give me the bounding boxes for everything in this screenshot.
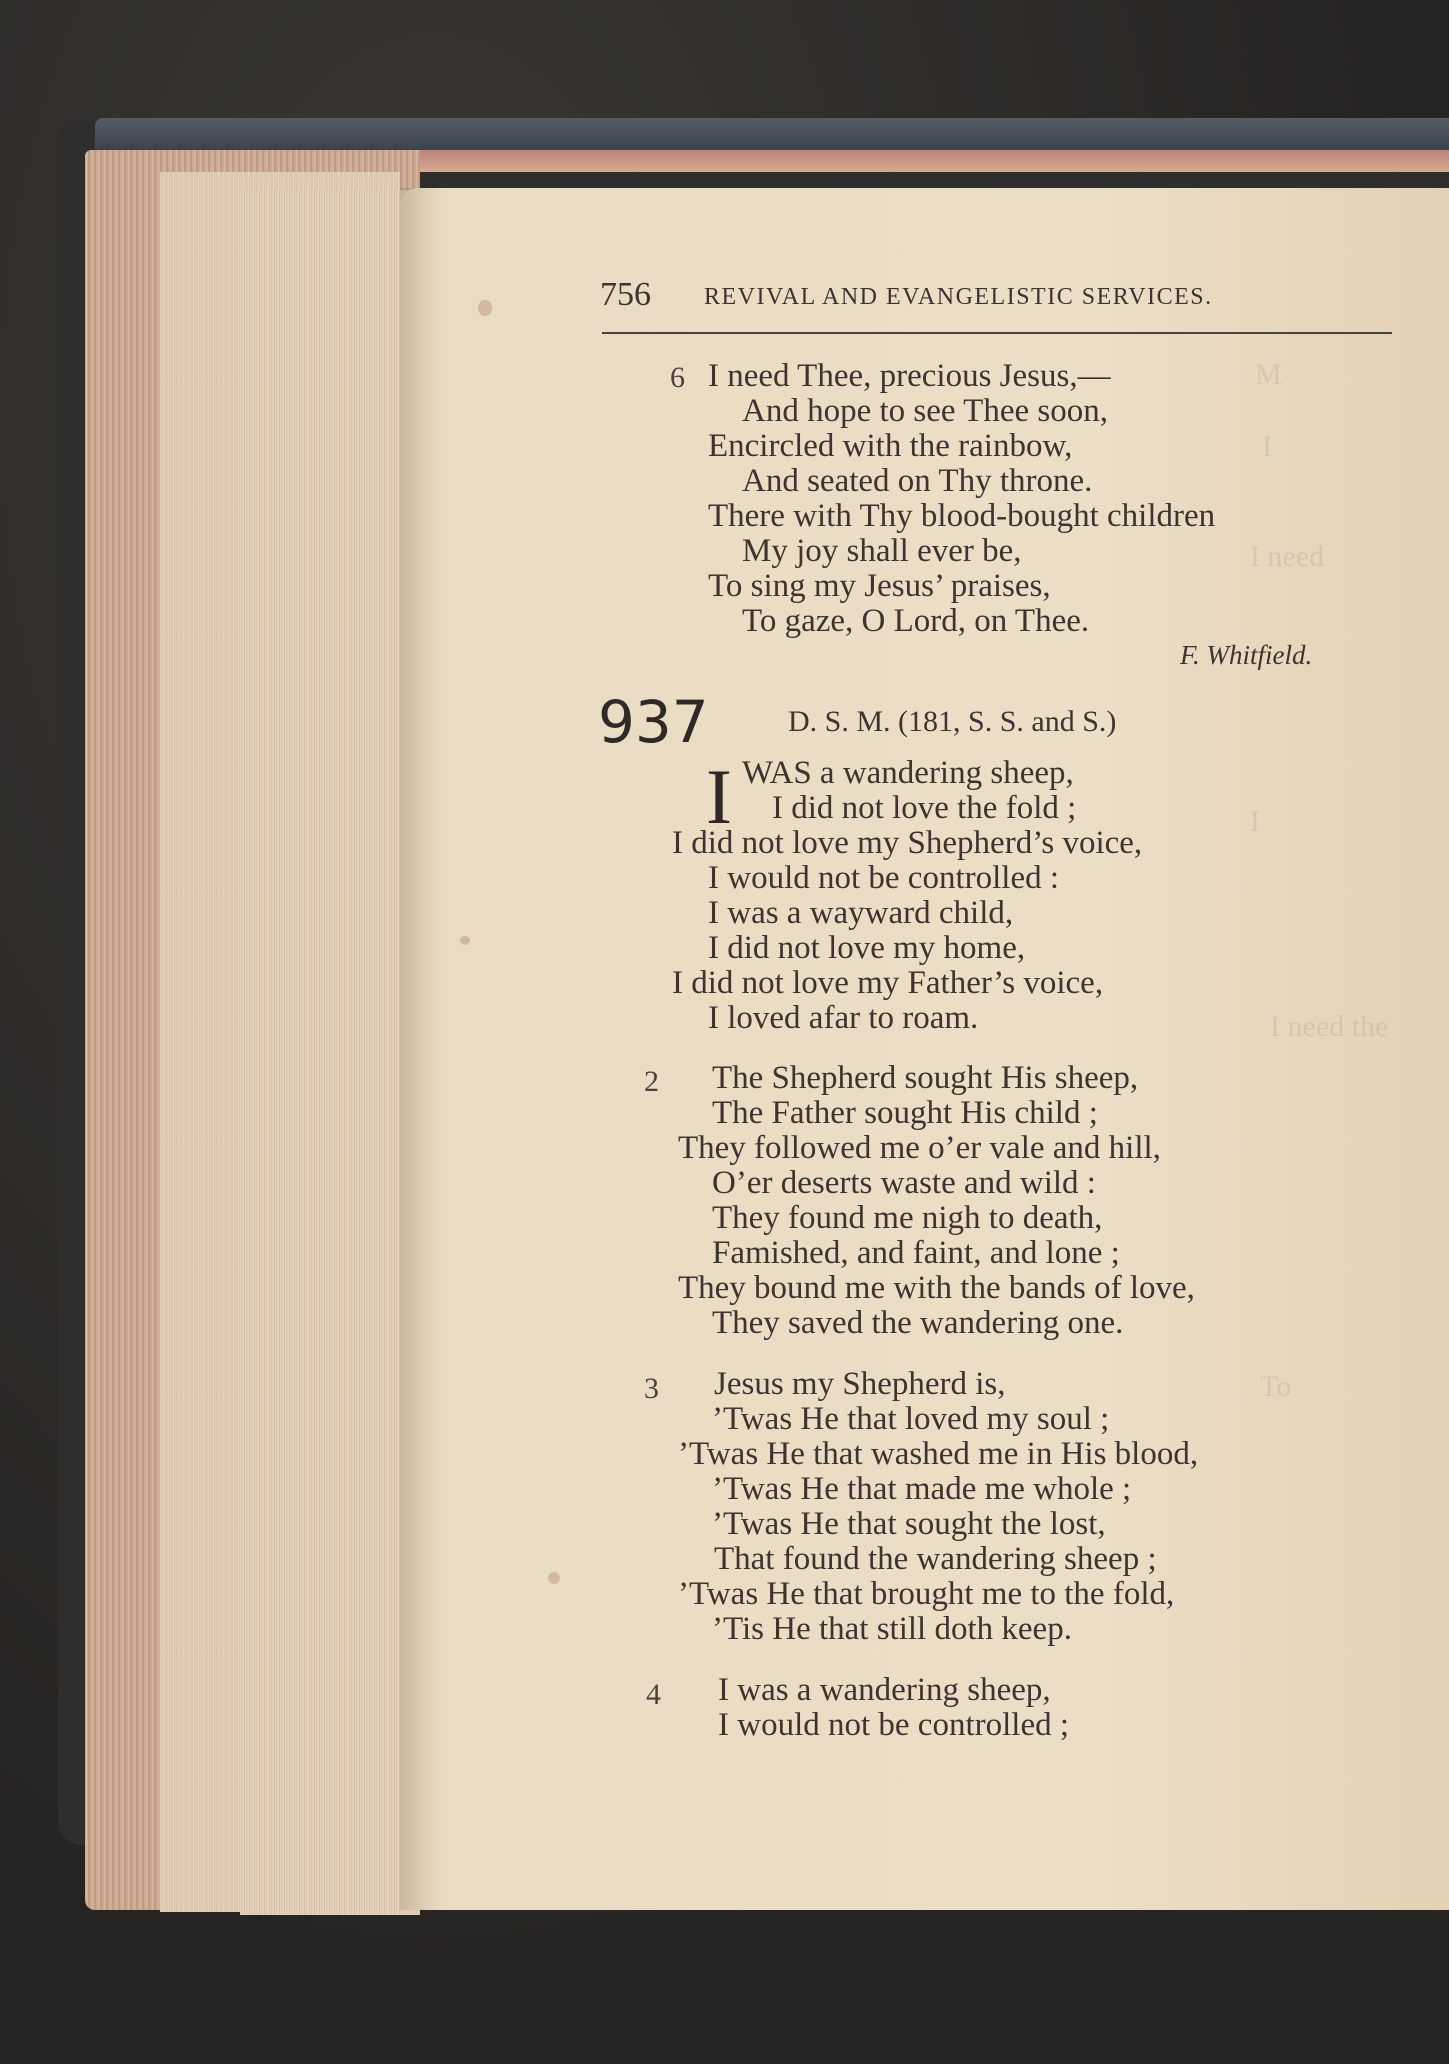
- verse-line: The Father sought His child ;: [712, 1095, 1098, 1131]
- verse-line: I did not love my Shepherd’s voice,: [672, 825, 1143, 861]
- verse-line: Encircled with the rainbow,: [708, 428, 1073, 464]
- verse-line: I was a wandering sheep,: [718, 1672, 1051, 1708]
- verse-number: 4: [646, 1678, 661, 1711]
- hymn-meter: D. S. M. (181, S. S. and S.): [788, 705, 1117, 738]
- verse-line: I would not be controlled :: [708, 860, 1060, 896]
- verse-line: Famished, and faint, and lone ;: [712, 1235, 1120, 1271]
- running-head: REVIVAL AND EVANGELISTIC SERVICES.: [704, 284, 1213, 310]
- verse-line: To gaze, O Lord, on Thee.: [742, 603, 1090, 639]
- verse-line: They found me nigh to death,: [712, 1200, 1103, 1236]
- verse-line: They followed me o’er vale and hill,: [678, 1130, 1161, 1166]
- verse-line: The Shepherd sought His sheep,: [712, 1060, 1139, 1096]
- page-number: 756: [600, 276, 651, 313]
- verse-line: ’Tis He that still doth keep.: [712, 1611, 1072, 1647]
- verse-number: 2: [644, 1065, 659, 1098]
- foxing-spot: [478, 300, 492, 316]
- gutter-shadow: [400, 188, 440, 1910]
- verse-line: There with Thy blood-bought children: [708, 498, 1216, 534]
- verse-line: I need Thee, precious Jesus,—: [708, 358, 1111, 394]
- verse-line: And seated on Thy throne.: [742, 463, 1093, 499]
- verse-number: 6: [670, 361, 685, 394]
- verse-line: O’er deserts waste and wild :: [712, 1165, 1096, 1201]
- page-block-inner: [240, 190, 420, 1915]
- verse-line: They saved the wandering one.: [712, 1305, 1124, 1341]
- verse-line: They bound me with the bands of love,: [678, 1270, 1195, 1306]
- book-cover-top-edge: [95, 118, 1449, 154]
- verse-line: That found the wandering sheep ;: [714, 1541, 1157, 1577]
- verse-line: My joy shall ever be,: [742, 533, 1022, 569]
- verse-line: ’Twas He that loved my soul ;: [712, 1401, 1110, 1437]
- verse-line: I did not love the fold ;: [772, 790, 1077, 826]
- author-attribution: F. Whitfield.: [1180, 640, 1313, 670]
- verse-line: ’Twas He that made me whole ;: [712, 1471, 1132, 1507]
- verse-line: ’Twas He that washed me in His blood,: [678, 1436, 1199, 1472]
- verse-line: WAS a wandering sheep,: [742, 755, 1074, 791]
- verse-line: I was a wayward child,: [708, 895, 1014, 931]
- verse-line: Jesus my Shepherd is,: [714, 1366, 1006, 1402]
- verse-line: I loved afar to roam.: [708, 1000, 979, 1036]
- verse-line: ’Twas He that brought me to the fold,: [678, 1576, 1175, 1612]
- verse-line: I did not love my Father’s voice,: [672, 965, 1104, 1001]
- verse-line: ’Twas He that sought the lost,: [712, 1506, 1106, 1542]
- verse-line: I did not love my home,: [708, 930, 1026, 966]
- foxing-spot: [548, 1572, 560, 1584]
- verse-line: To sing my Jesus’ praises,: [708, 568, 1051, 604]
- header-rule: [602, 332, 1392, 334]
- page-header: [600, 276, 1390, 322]
- verse-number: 3: [644, 1372, 659, 1405]
- foxing-spot: [460, 936, 470, 945]
- verse-line: And hope to see Thee soon,: [742, 393, 1108, 429]
- drop-cap: I: [706, 753, 732, 840]
- hymn-number: 937: [598, 688, 709, 756]
- verse-line: I would not be controlled ;: [718, 1707, 1070, 1743]
